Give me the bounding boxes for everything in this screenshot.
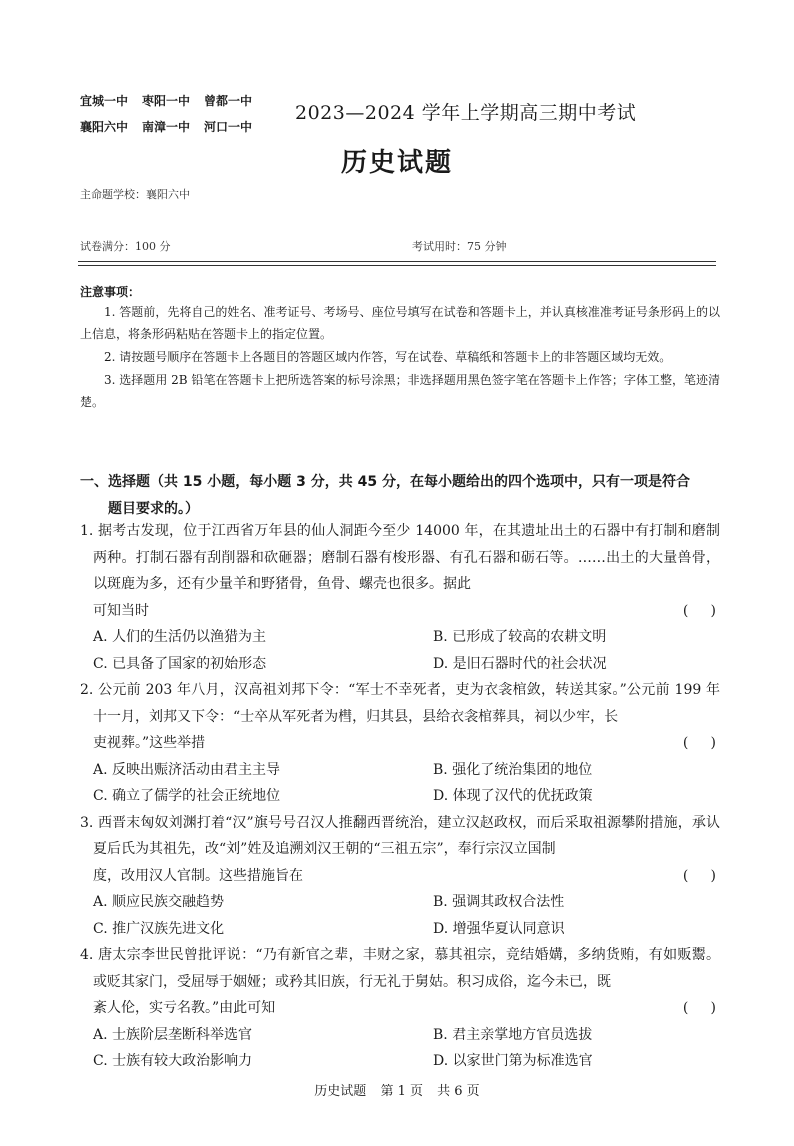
option-b: B. 已形成了较高的农耕文明 [433,629,607,645]
question-stem-tail: 吏视葬。”这些举措 [93,735,206,751]
question [80,518,720,677]
subject-title: 历史试题 [340,148,453,178]
section-line: 一、选择题（共 15 小题，每小题 3 分，共 45 分，在每小题给出的四个选项中，只有一项是符合 [80,474,690,490]
option-a: A. 士族阶层垄断科举选官 [93,1026,253,1043]
question [80,942,720,1075]
option-c: C. 确立了儒学的社会正统地位 [93,788,281,804]
exam-duration: 考试用时：75 分钟 [412,240,507,253]
school-name: 宜城一中 [80,94,129,108]
question [80,677,720,810]
option-c: C. 已具备了国家的初始形态 [93,655,267,672]
option-b: B. 强化了统治集团的地位 [433,761,593,778]
answer-blank: ( ) [682,602,716,619]
exam-title: 2023—2024 学年上学期高三期中考试 [295,102,637,124]
page-footer [0,1080,794,1099]
question-stem-tail: 可知当时 [93,602,149,619]
notes-title: 注意事项： [80,285,141,299]
question-stem: 4. 唐太宗李世民曾批评说：“乃有新官之辈，丰财之家，慕其祖宗，竞结婚媾，多纳货贿，有如贩鬻。或贬其家门，受屈辱于姻娅；或矜其旧族，行无礼于舅姑。积习成俗，迄今未已，既 [80,947,720,990]
option-grid [80,757,720,810]
full-score: 试卷满分：100 分 [80,240,171,253]
section-heading [80,469,720,523]
answer-blank: ( ) [682,867,716,884]
answer-blank: ( ) [682,1000,716,1016]
header-divider [78,265,716,266]
question-stem-end [80,863,720,890]
footer-page-total: 共 6 页 [437,1084,480,1099]
footer-subject: 历史试题 [314,1084,367,1099]
section-line: 题目要求的。） [108,501,199,517]
answer-blank: ( ) [682,735,716,751]
header-divider [78,261,716,262]
option-d: D. 以家世门第为标准选官 [433,1053,593,1069]
question-stem-end [80,995,720,1022]
notes-list [80,301,720,414]
school-list [80,88,290,140]
school-row [80,114,290,140]
option-grid [80,624,720,677]
option-a: A. 反映出赈济活动由君主主导 [93,761,281,778]
setter-school: 主命题学校：襄阳六中 [80,188,190,201]
school-name: 河口一中 [204,120,253,134]
question-stem: 1. 据考古发现，位于江西省万年县的仙人洞距今至少 14000 年，在其遗址出土的石器中有打制和磨制两种。打制石器有刮削器和砍砸器；磨制石器有梭形器、有孔石器和砺石等。……出土的大量兽骨，以斑鹿为多，还有少量羊和野猪骨，鱼骨、螺壳也很多。据此 [80,523,720,592]
school-name: 襄阳六中 [80,120,129,134]
question-list [80,518,720,1075]
option-grid [80,889,720,942]
option-a: A. 人们的生活仍以渔猎为主 [93,629,267,645]
question-stem-tail: 紊人伦，实亏名教。”由此可知 [93,1000,276,1016]
question-stem-end [80,598,720,625]
option-a: A. 顺应民族交融趋势 [93,894,225,910]
option-c: C. 推广汉族先进文化 [93,920,225,937]
school-row [80,88,290,114]
school-name: 南漳一中 [142,120,191,134]
option-b: B. 君主亲掌地方官员选拔 [433,1026,593,1043]
option-d: D. 是旧石器时代的社会状况 [433,655,607,672]
question-stem-tail: 度，改用汉人官制。这些措施旨在 [93,867,303,884]
option-grid [80,1022,720,1075]
option-c: C. 士族有较大政治影响力 [93,1053,253,1069]
question-stem: 2. 公元前 203 年八月，汉高祖刘邦下令：“军士不幸死者，吏为衣衾棺敛，转送其家。”公元前 199 年十一月，刘邦又下令：“士卒从军死者为槥，归其县，县给衣衾棺葬具，祠以少牢，长 [80,682,720,725]
option-d: D. 体现了汉代的优抚政策 [433,788,593,804]
school-name: 曾都一中 [204,94,253,108]
question-stem-end [80,730,720,757]
note-item: 3. 选择题用 2B 铅笔在答题卡上把所选答案的标号涂黑；非选择题用黑色签字笔在答题卡上作答；字体工整，笔迹清楚。 [80,373,720,409]
note-item: 1. 答题前，先将自己的姓名、准考证号、考场号、座位号填写在试卷和答题卡上，并认真核准准考证号条形码上的以上信息，将条形码粘贴在答题卡上的指定位置。 [80,305,720,341]
option-b: B. 强调其政权合法性 [433,894,565,910]
option-d: D. 增强华夏认同意识 [433,920,565,937]
question [80,810,720,943]
note-item: 2. 请按题号顺序在答题卡上各题目的答题区域内作答，写在试卷、草稿纸和答题卡上的非答题区域均无效。 [104,350,672,364]
question-stem: 3. 西晋末匈奴刘渊打着“汉”旗号号召汉人推翻西晋统治，建立汉赵政权，而后采取祖源攀附措施，承认夏后氏为其祖先，改“刘”姓及追溯刘汉王朝的“三祖五宗”，奉行宗汉立国制 [80,814,720,857]
footer-page-number: 第 1 页 [380,1084,423,1099]
school-name: 枣阳一中 [142,94,191,108]
